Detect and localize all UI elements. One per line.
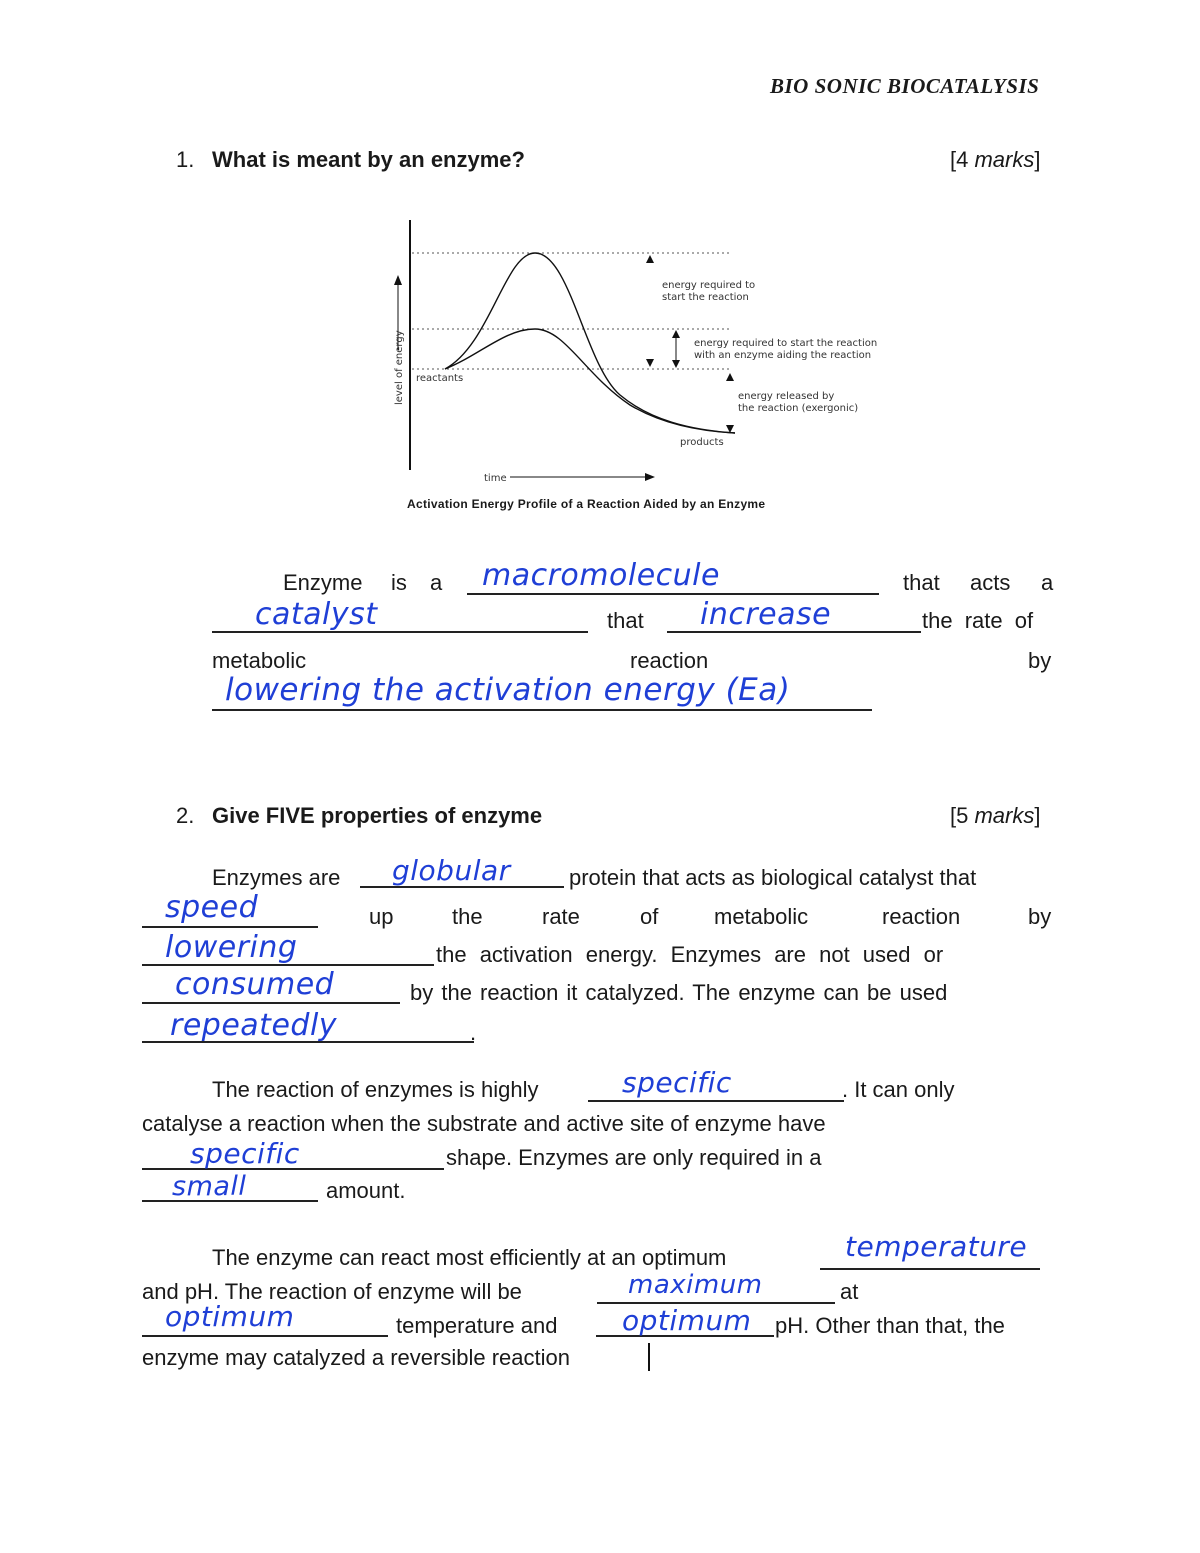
label-reactants: reactants [416,373,464,384]
q1-word-acts: acts [970,570,1011,595]
q2p1-word-up: up [369,904,394,929]
q1-word-that: that [903,570,940,595]
q2p3-blank-3-answer: optimum [165,1300,295,1333]
label-energy-required: energy required to [662,280,756,291]
q2p3-blank-4-answer: optimum [622,1304,752,1337]
q2p1-blank-3-answer: lowering [165,930,298,965]
q2p3-text-6: enzyme may catalyzed a reversible reaction [142,1345,570,1370]
q2p3-text-4: temperature and [396,1313,558,1338]
q2p1-text-4: by the reaction it catalyzed. The enzyme can be used [410,980,948,1005]
q2p1-word-rate: rate [542,904,580,929]
q2p1-text-2: protein that acts as biological catalyst that [569,865,977,890]
q2p2-text-5: amount. [326,1178,406,1203]
q2p1-text-1: Enzymes are [212,865,341,890]
question-1-marks: [4 marks] [950,147,1041,172]
q1-word-a2: a [1041,570,1054,595]
q2p1-word-by: by [1028,904,1052,929]
question-1-text: What is meant by an enzyme? [212,147,525,172]
label-energy-enzyme: energy required to start the reaction [694,338,878,349]
q1-blank-1-line [467,593,879,595]
q1-word-that2: that [607,608,644,633]
q1-word-metabolic: metabolic [212,648,307,673]
q1-word-is: is [391,570,407,595]
q1-blank-4-line [212,709,872,711]
q2p3-blank-2-answer: maximum [628,1270,763,1300]
q2p3-blank-1-line [820,1268,1040,1270]
q2p1-word-the: the [452,904,483,929]
q1-blank-2-answer: catalyst [255,597,378,632]
question-1-number: 1. [176,147,195,172]
q2p2-blank-1-line [588,1100,844,1102]
q2p1-blank-1-answer: globular [392,854,511,887]
label-products: products [680,437,724,448]
q2p2-text-4: shape. Enzymes are only required in a [446,1145,822,1170]
q2p1-word-reaction: reaction [882,904,961,929]
text-cursor [648,1343,650,1371]
q1-word-a: a [430,570,443,595]
q2p3-blank-3-line [142,1335,388,1337]
q2p2-blank-3-answer: small [172,1171,247,1202]
label-energy-required-2: start the reaction [662,292,749,303]
q2p1-word-metabolic: metabolic [714,904,809,929]
q1-blank-1-answer: macromolecule [482,558,720,593]
q1-word-reaction: reaction [630,648,709,673]
q2p3-text-1: The enzyme can react most efficiently at an optimum [212,1245,727,1270]
q2p1-blank-2-line [142,926,318,928]
q2p1-text-3: the activation energy. Enzymes are not used or [436,942,944,967]
q2p1-text-5: . [470,1020,477,1045]
q2p1-word-of: of [640,904,659,929]
q2p3-text-2: and pH. The reaction of enzyme will be [142,1279,522,1304]
activation-energy-diagram [390,215,890,515]
q2p3-text-3: at [840,1279,859,1304]
y-axis-label: level of energy [394,330,405,405]
q2p1-blank-2-answer: speed [165,890,259,925]
question-2-marks: [5 marks] [950,803,1041,828]
label-energy-released-2: the reaction (exergonic) [738,403,859,414]
q1-blank-3-answer: increase [700,597,832,632]
question-2-number: 2. [176,803,195,828]
q2p1-blank-5-answer: repeatedly [170,1008,338,1043]
label-energy-enzyme-2: with an enzyme aiding the reaction [694,350,872,361]
q2p2-text-3: catalyse a reaction when the substrate and active site of enzyme have [142,1111,826,1136]
question-2-text: Give FIVE properties of enzyme [212,803,543,828]
q2p2-blank-1-answer: specific [622,1066,732,1099]
q2p2-text-2: . It can only [842,1077,955,1102]
q2p2-text-1: The reaction of enzymes is highly [212,1077,539,1102]
document-header: BIO SONIC BIOCATALYSIS [770,74,1040,98]
q1-blank-4-answer: lowering the activation energy (Ea) [225,672,791,708]
q2p2-blank-2-answer: specific [190,1137,300,1170]
q2p1-blank-4-line [142,1002,400,1004]
q1-word-the-rate-of: the rate of [922,608,1034,633]
q1-word-by: by [1028,648,1052,673]
q2p3-text-5: pH. Other than that, the [775,1313,1005,1338]
diagram-caption: Activation Energy Profile of a Reaction Aided by an Enzyme [407,497,766,511]
label-energy-released: energy released by [738,391,835,402]
x-axis-label: time [484,473,507,484]
q1-word-enzyme: Enzyme [283,570,363,595]
q2p1-blank-4-answer: consumed [175,967,335,1002]
q2p3-blank-1-answer: temperature [845,1230,1028,1263]
